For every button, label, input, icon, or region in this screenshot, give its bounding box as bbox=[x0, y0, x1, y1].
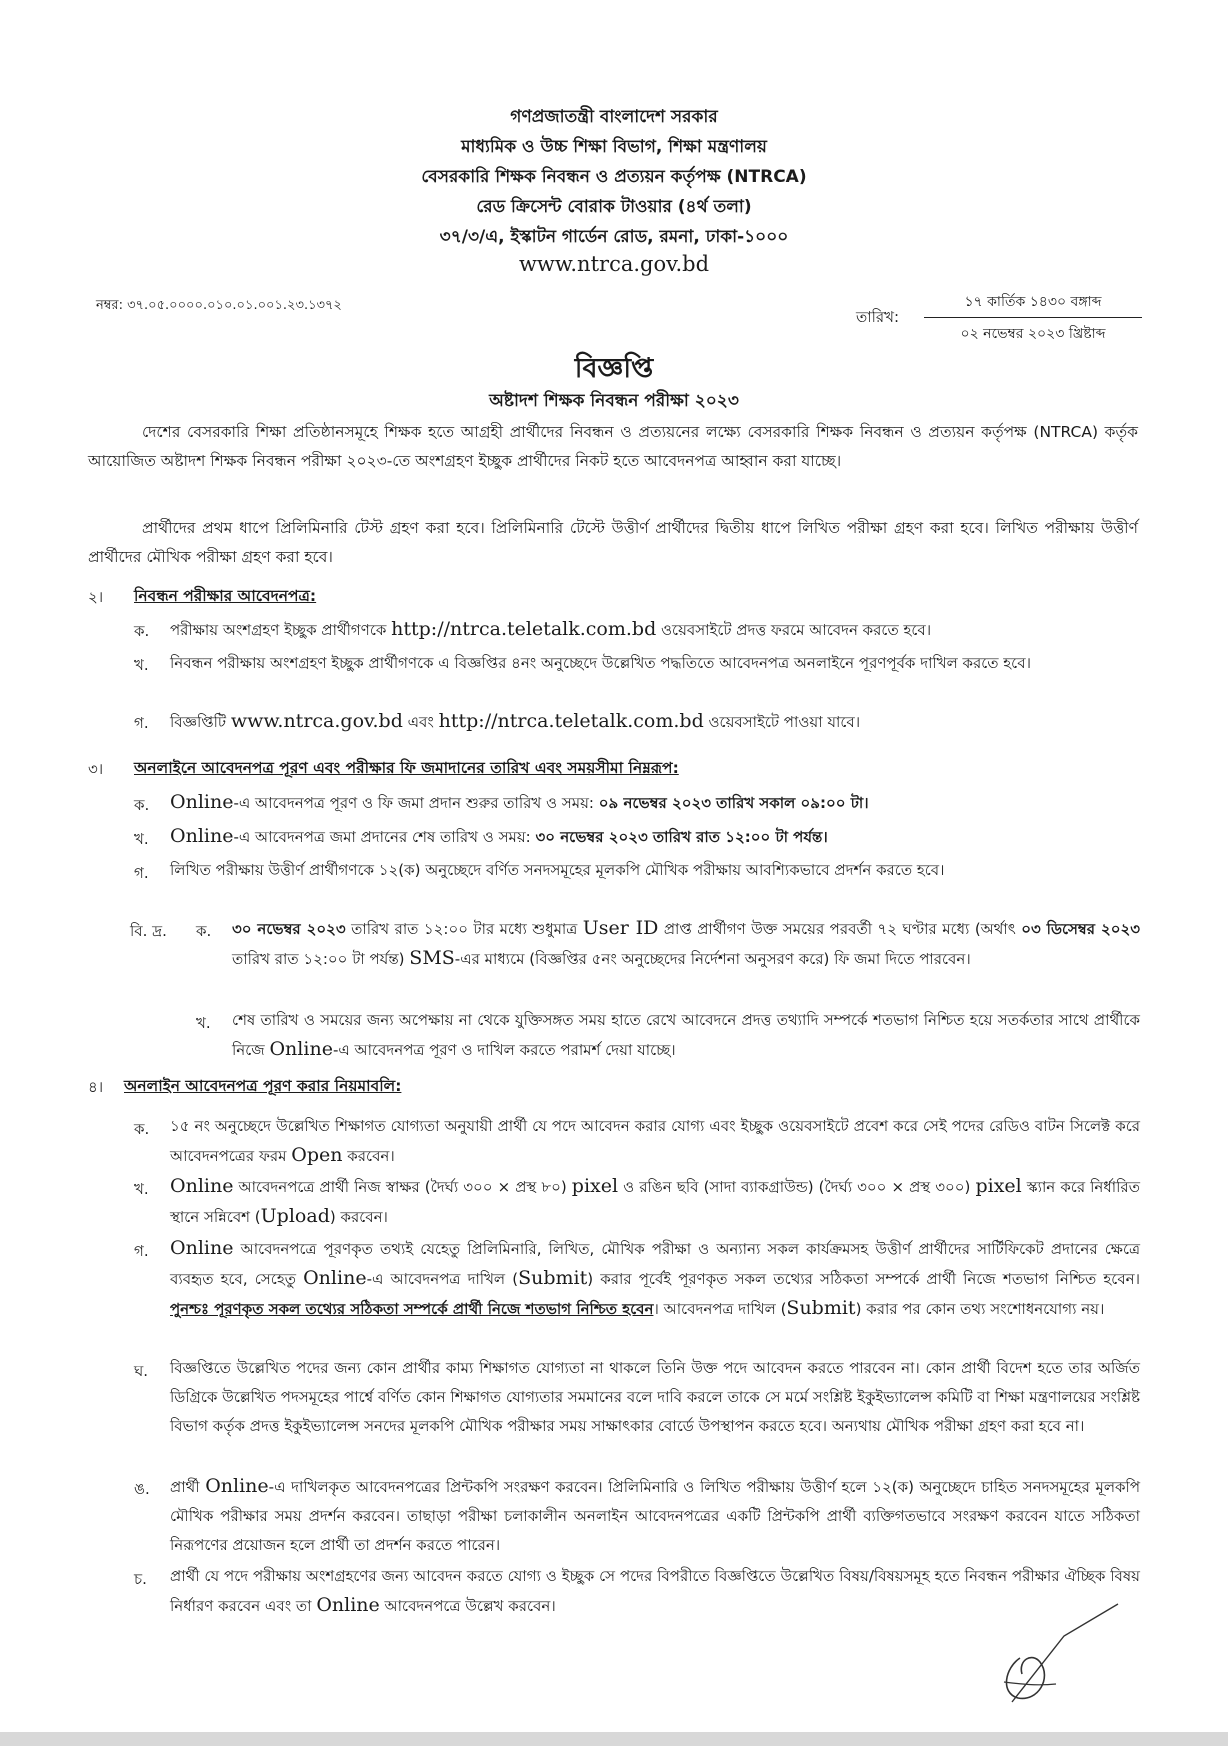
s4-umo-label: ঙ. bbox=[134, 1480, 150, 1498]
s4-ga-submit2: Submit bbox=[786, 1297, 856, 1319]
date-divider bbox=[924, 317, 1142, 318]
s4-kha bbox=[170, 1172, 1140, 1232]
s4-kha-text3: স্ক্যান করে নির্ধারিত স্থানে সন্নিবেশ ( bbox=[170, 1178, 1140, 1226]
s3-ka-start-date: ০৯ নভেম্বর ২০২৩ তারিখ সকাল ০৯:০০ টা। bbox=[598, 794, 869, 812]
note-ka-text1: তারিখ রাত ১২:০০ টার মধ্যে শুধুমাত্র bbox=[351, 920, 578, 938]
gov-header-line2: মাধ্যমিক ও উচ্চ শিক্ষা বিভাগ, শিক্ষা মন্ত্রণালয় bbox=[461, 137, 767, 157]
teletalk-link[interactable]: http://ntrca.teletalk.com.bd bbox=[391, 618, 657, 640]
s3-ka-online: Online bbox=[170, 791, 234, 813]
s4-kha-text2: ও রঙিন ছবি (সাদা ব্যাকগ্রাউন্ড) (দৈর্ঘ্য ৩০০ × প্রস্থ ৩০০) bbox=[623, 1178, 971, 1196]
s3-item-ga: লিখিত পরীক্ষায় উত্তীর্ণ প্রার্থীগণকে ১২(ক) অনুচ্ছেদে বর্ণিত সনদসমূহের মূলকপি মৌখিক পরীক্ষায় আবশ্যিকভাবে প্রদর্শন করতে হবে। bbox=[170, 861, 945, 879]
s4-kha-pixel2: pixel bbox=[975, 1175, 1022, 1197]
signature-mark bbox=[960, 1598, 1130, 1708]
s4-ga-label: গ. bbox=[134, 1242, 149, 1260]
note-kha-text2: -এ আবেদনপত্র পূরণ ও দাখিল করতে পরামর্শ দেয়া যাচ্ছে। bbox=[332, 1041, 676, 1059]
note-ka-sms: SMS bbox=[409, 947, 455, 969]
s2-item-kha: নিবন্ধন পরীক্ষায় অংশগ্রহণ ইচ্ছুক প্রার্থীগণকে এ বিজ্ঞপ্তির ৪নং অনুচ্ছেদে উল্লেখিত পদ্ধতিতে আবেদনপত্র অনলাইনে পূরণপূর্বক দাখিল করতে হবে। bbox=[170, 654, 1031, 672]
notice-title: বিজ্ঞপ্তি bbox=[574, 353, 654, 384]
s4-umo-text2: -এ দাখিলকৃত আবেদনপত্রের প্রিন্টকপি সংরক্ষণ করবেন। প্রিলিমিনারি ও লিখিত পরীক্ষায় উত্তীর্ণ হলে ১২(ক) অনুচ্ছেদে চাহিত সনদসমূহের মূলকপি মৌখিক পরীক্ষার সময় প্রদর্শন করবেন। তাছাড়া পরীক্ষা চলাকালীন অনলাইন আবেদনপত্রের একটি প্রিন্টকপি প্রার্থী ব্যক্তিগতভাবে সংরক্ষণ করবেন যাতে সঠিকতা নিরূপণের প্রয়োজন হলে প্রার্থী তা প্রদর্শন করতে পারেন। bbox=[170, 1478, 1140, 1554]
section-4-heading: অনলাইন আবেদনপত্র পূরণ করার নিয়মাবলি: bbox=[124, 1077, 402, 1095]
s4-ga-emphasis: পুনশ্চঃ পূরণকৃত সকল তথ্যের সঠিকতা সম্পর্কে প্রার্থী নিজে শতভাগ নিশ্চিত হবেন bbox=[170, 1300, 654, 1318]
s4-ga-text4: । আবেদনপত্র দাখিল ( bbox=[653, 1300, 787, 1318]
s4-ga-text2: -এ আবেদনপত্র দাখিল ( bbox=[366, 1270, 519, 1288]
gov-header-line4: রেড ক্রিসেন্ট বোরাক টাওয়ার (৪র্থ তলা) bbox=[476, 197, 752, 217]
s4-ga-submit1: Submit bbox=[518, 1267, 588, 1289]
section-2-heading: নিবন্ধন পরীক্ষার আবেদনপত্র: bbox=[134, 587, 317, 605]
note-ka-text2: প্রাপ্ত প্রার্থীগণ উক্ত সময়ের পরবর্তী ৭২ ঘণ্টার মধ্যে (অর্থাৎ bbox=[663, 920, 1016, 938]
s4-umo-text1: প্রার্থী bbox=[170, 1478, 200, 1496]
section-3-heading: অনলাইনে আবেদনপত্র পূরণ এবং পরীক্ষার ফি জমাদানের তারিখ এবং সময়সীমা নিম্নরূপ: bbox=[134, 759, 679, 777]
intro-paragraph-1: দেশের বেসরকারি শিক্ষা প্রতিষ্ঠানসমূহে শিক্ষক হতে আগ্রহী প্রার্থীদের নিবন্ধন ও প্রত্যয়নের লক্ষ্যে বেসরকারি শিক্ষক নিবন্ধন ও প্রত্যয়ন কর্তৃপক্ষ (NTRCA) কর্তৃক আয়োজিত অষ্টাদশ শিক্ষক নিবন্ধন পরীক্ষা ২০২৩-তে অংশগ্রহণ ইচ্ছুক প্রার্থীদের নিকট হতে আবেদনপত্র আহ্বান করা যাচ্ছে। bbox=[88, 423, 1138, 470]
s4-gha: বিজ্ঞপ্তিতে উল্লেখিত পদের জন্য কোন প্রার্থীর কাম্য শিক্ষাগত যোগ্যতা না থাকলে তিনি উক্ত পদে আবেদন করতে পারবেন না। কোন প্রার্থী বিদেশ হতে তার অর্জিত ডিগ্রিকে উল্লেখিত পদসমূহের পার্শ্বে বর্ণিত কোন শিক্ষাগত যোগ্যতার সমমানের বলে দাবি করলে তাকে সে মর্মে সংশ্লিষ্ট ইকুইভ্যালেন্স কমিটি বা শিক্ষা মন্ত্রণালয়ের সংশ্লিষ্ট বিভাগ কর্তৃক প্রদত্ত ইকুইভ্যালেন্স সনদের মূলকপি মৌখিক পরীক্ষার সময় সাক্ষাৎকার বোর্ডে উপস্থাপন করতে হবে। অন্যথায় মৌখিক পরীক্ষা গ্রহণ করা হবে না। bbox=[170, 1359, 1140, 1435]
s4-kha-label: খ. bbox=[134, 1180, 149, 1198]
s2-item-ga-label: গ. bbox=[134, 714, 149, 732]
s4-cha-text1: প্রার্থী যে পদে পরীক্ষায় অংশগ্রহণের জন্য আবেদন করতে যোগ্য ও ইচ্ছুক সে পদের বিপরীতে বিজ্ঞপ্তিতে উল্লেখিত বিষয়/বিষয়সমূহ হতে নিবন্ধন পরীক্ষার ঐচ্ছিক বিষয় নির্ধারণ করবেন এবং তা bbox=[170, 1567, 1140, 1615]
s3-item-kha-label: খ. bbox=[134, 830, 149, 848]
date-english: ০২ নভেম্বর ২০২৩ খ্রিষ্টাব্দ bbox=[960, 326, 1106, 342]
note-ka-userid: User ID bbox=[582, 917, 659, 939]
note-label: বি. দ্র. bbox=[130, 922, 167, 940]
date-label: তারিখ: bbox=[856, 308, 900, 326]
s3-kha-end-date: ৩০ নভেম্বর ২০২৩ তারিখ রাত ১২:০০ টা পর্যন্ত। bbox=[535, 828, 828, 846]
note-kha bbox=[232, 1006, 1140, 1065]
s2-item-ka-label: ক. bbox=[134, 622, 150, 640]
notice-subtitle: অষ্টাদশ শিক্ষক নিবন্ধন পরীক্ষা ২০২৩ bbox=[489, 391, 739, 411]
s4-ga-text1: আবেদনপত্রে পূরণকৃত তথ্যই যেহেতু প্রিলিমিনারি, লিখিত, মৌখিক পরীক্ষা ও অন্যান্য সকল কার্যক্রমসহ উত্তীর্ণ প্রার্থীদের সার্টিফিকেট প্রদানের ক্ষেত্রে ব্যবহৃত হবে, সেহেতু bbox=[170, 1240, 1140, 1288]
s2-ka-text-post: ওয়েবসাইটে প্রদত্ত ফরমে আবেদন করতে হবে। bbox=[661, 621, 932, 639]
note-kha-text1: শেষ তারিখ ও সময়ের জন্য অপেক্ষায় না থেকে যুক্তিসঙ্গত সময় হাতে রেখে আবেদনে প্রদত্ত তথ্যাদি সম্পর্কে শতভাগ নিশ্চিত হয়ে সতর্কতার সাথে প্রার্থীকে নিজে bbox=[232, 1011, 1140, 1059]
s4-ga bbox=[170, 1234, 1140, 1324]
note-ka-date2: ০৩ ডিসেম্বর ২০২৩ bbox=[1021, 920, 1140, 938]
s4-cha-online: Online bbox=[316, 1594, 380, 1616]
s3-kha-online: Online bbox=[170, 825, 234, 847]
s4-umo-online: Online bbox=[205, 1475, 269, 1497]
s2-ga-text-pre: বিজ্ঞপ্তিটি bbox=[170, 713, 227, 731]
scan-bottom-edge bbox=[0, 1732, 1228, 1746]
s3-item-ka-label: ক. bbox=[134, 796, 150, 814]
s3-item-ga-label: গ. bbox=[134, 864, 149, 882]
note-kha-online: Online bbox=[269, 1038, 333, 1060]
section-4-number: ৪। bbox=[88, 1078, 104, 1096]
section-3-number: ৩। bbox=[88, 760, 104, 778]
note-kha-label: খ. bbox=[196, 1014, 211, 1032]
s4-cha-label: চ. bbox=[134, 1570, 147, 1588]
s4-ka-open: Open bbox=[291, 1144, 343, 1166]
s3-item-ka bbox=[170, 788, 1140, 818]
s4-kha-online: Online bbox=[170, 1175, 234, 1197]
s3-item-kha bbox=[170, 822, 1140, 852]
memo-number: নম্বর: ৩৭.০৫.০০০০.০১০.০১.০০১.২৩.১৩৭২ bbox=[96, 298, 342, 313]
s4-kha-pixel1: pixel bbox=[571, 1175, 619, 1197]
note-ka bbox=[232, 914, 1140, 974]
teletalk-link-2[interactable]: http://ntrca.teletalk.com.bd bbox=[438, 710, 704, 732]
s4-kha-upload: Upload bbox=[260, 1205, 330, 1227]
s4-ga-text3: ) করার পূর্বেই পূরণকৃত সকল তথ্যের সঠিকতা সম্পর্কে প্রার্থী নিজে শতভাগ নিশ্চিত হবেন। bbox=[587, 1270, 1140, 1288]
note-ka-date1: ৩০ নভেম্বর ২০২৩ bbox=[232, 920, 346, 938]
note-ka-text3: তারিখ রাত ১২:০০ টা পর্যন্ত) bbox=[232, 950, 405, 968]
ntrca-link[interactable]: www.ntrca.gov.bd bbox=[230, 710, 403, 732]
s4-kha-text1: আবেদনপত্রে প্রার্থী নিজ স্বাক্ষর (দৈর্ঘ্য ৩০০ × প্রস্থ ৮০) bbox=[238, 1178, 567, 1196]
date-bangla: ১৭ কার্তিক ১৪৩০ বঙ্গাব্দ bbox=[964, 294, 1102, 310]
s4-gha-label: ঘ. bbox=[134, 1362, 149, 1380]
s4-ga-online1: Online bbox=[170, 1237, 234, 1259]
website-link[interactable]: www.ntrca.gov.bd bbox=[518, 252, 710, 276]
gov-header-line1: গণপ্রজাতন্ত্রী বাংলাদেশ সরকার bbox=[510, 107, 718, 127]
s4-cha-text2: আবেদনপত্রে উল্লেখ করবেন। bbox=[384, 1597, 556, 1615]
s4-ga-online2: Online bbox=[303, 1267, 367, 1289]
s4-ka-text1: ১৫ নং অনুচ্ছেদে উল্লেখিত শিক্ষাগত যোগ্যতা অনুযায়ী প্রার্থী যে পদে আবেদন করার যোগ্য এবং ইচ্ছুক ওয়েবসাইটে প্রবেশ করে সেই পদের রেডিও বাটন সিলেক্ট করে আবেদনপত্রের ফরম bbox=[170, 1117, 1140, 1165]
s3-kha-text: -এ আবেদনপত্র জমা প্রদানের শেষ তারিখ ও সময়: bbox=[233, 828, 531, 846]
gov-header-line5: ৩৭/৩/এ, ইস্কাটন গার্ডেন রোড, রমনা, ঢাকা-১০০০ bbox=[439, 227, 789, 247]
note-ka-text4: -এর মাধ্যমে (বিজ্ঞপ্তির ৫নং অনুচ্ছেদের নির্দেশনা অনুসরণ করে) ফি জমা দিতে পারবেন। bbox=[454, 950, 971, 968]
s4-umo bbox=[170, 1472, 1140, 1560]
s4-ka-label: ক. bbox=[134, 1120, 150, 1138]
s3-ka-text: -এ আবেদনপত্র পূরণ ও ফি জমা প্রদান শুরুর তারিখ ও সময়: bbox=[233, 794, 594, 812]
section-2-number: ২। bbox=[88, 588, 104, 606]
s2-ga-text-post: ওয়েবসাইটে পাওয়া যাবে। bbox=[708, 713, 861, 731]
s2-item-kha-label: খ. bbox=[134, 656, 149, 674]
s4-ka-text2: করবেন। bbox=[347, 1147, 395, 1165]
intro-paragraph-2: প্রার্থীদের প্রথম ধাপে প্রিলিমিনারি টেস্ট গ্রহণ করা হবে। প্রিলিমিনারি টেস্টে উত্তীর্ণ প্রার্থীদের দ্বিতীয় ধাপে লিখিত পরীক্ষা গ্রহণ করা হবে। লিখিত পরীক্ষায় উত্তীর্ণ প্রার্থীদের মৌখিক পরীক্ষা গ্রহণ করা হবে। bbox=[88, 519, 1138, 566]
s2-ga-text-mid: এবং bbox=[407, 713, 434, 731]
s4-kha-text4: ) করবেন। bbox=[329, 1208, 388, 1226]
s4-ka bbox=[170, 1112, 1140, 1171]
note-ka-label: ক. bbox=[196, 922, 212, 940]
s2-ka-text-pre: পরীক্ষায় অংশগ্রহণ ইচ্ছুক প্রার্থীগণকে bbox=[170, 621, 387, 639]
gov-header-line3: বেসরকারি শিক্ষক নিবন্ধন ও প্রত্যয়ন কর্তৃপক্ষ (NTRCA) bbox=[421, 167, 807, 187]
s2-item-ka bbox=[170, 615, 1140, 645]
s4-ga-text5: ) করার পর কোন তথ্য সংশোধনযোগ্য নয়। bbox=[855, 1300, 1105, 1318]
s2-item-ga bbox=[170, 707, 1140, 737]
